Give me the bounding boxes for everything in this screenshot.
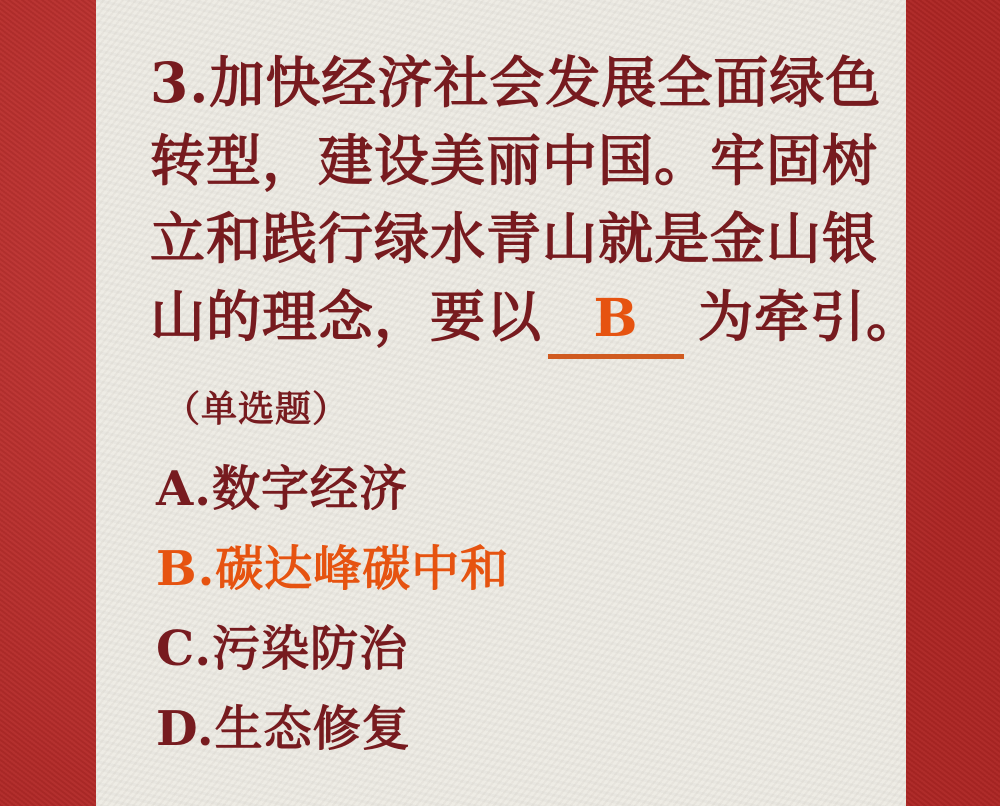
options-list	[156, 449, 878, 769]
question-text	[150, 44, 923, 359]
question-line-4-prefix: 山的理念，要以	[150, 284, 543, 349]
question-type-label: （单选题）	[164, 388, 350, 430]
option-c[interactable]: C.污染防治	[156, 621, 409, 677]
question-line-1: 3.加快经济社会发展全面绿色	[150, 50, 882, 115]
question-line-3: 立和践行绿水青山就是金山银	[150, 206, 879, 271]
answer-blank	[548, 282, 684, 359]
question-line-4	[150, 278, 923, 359]
option-d[interactable]: D.生态修复	[156, 701, 411, 757]
answer-letter: B	[593, 288, 639, 349]
option-a[interactable]: A.数字经济	[156, 461, 408, 517]
option-b[interactable]: B.碳达峰碳中和	[156, 541, 510, 597]
quiz-card	[96, 0, 923, 806]
question-line-2: 转型，建设美丽中国。牢固树	[150, 128, 879, 193]
question-line-4-suffix: 为牵引。	[698, 284, 923, 349]
